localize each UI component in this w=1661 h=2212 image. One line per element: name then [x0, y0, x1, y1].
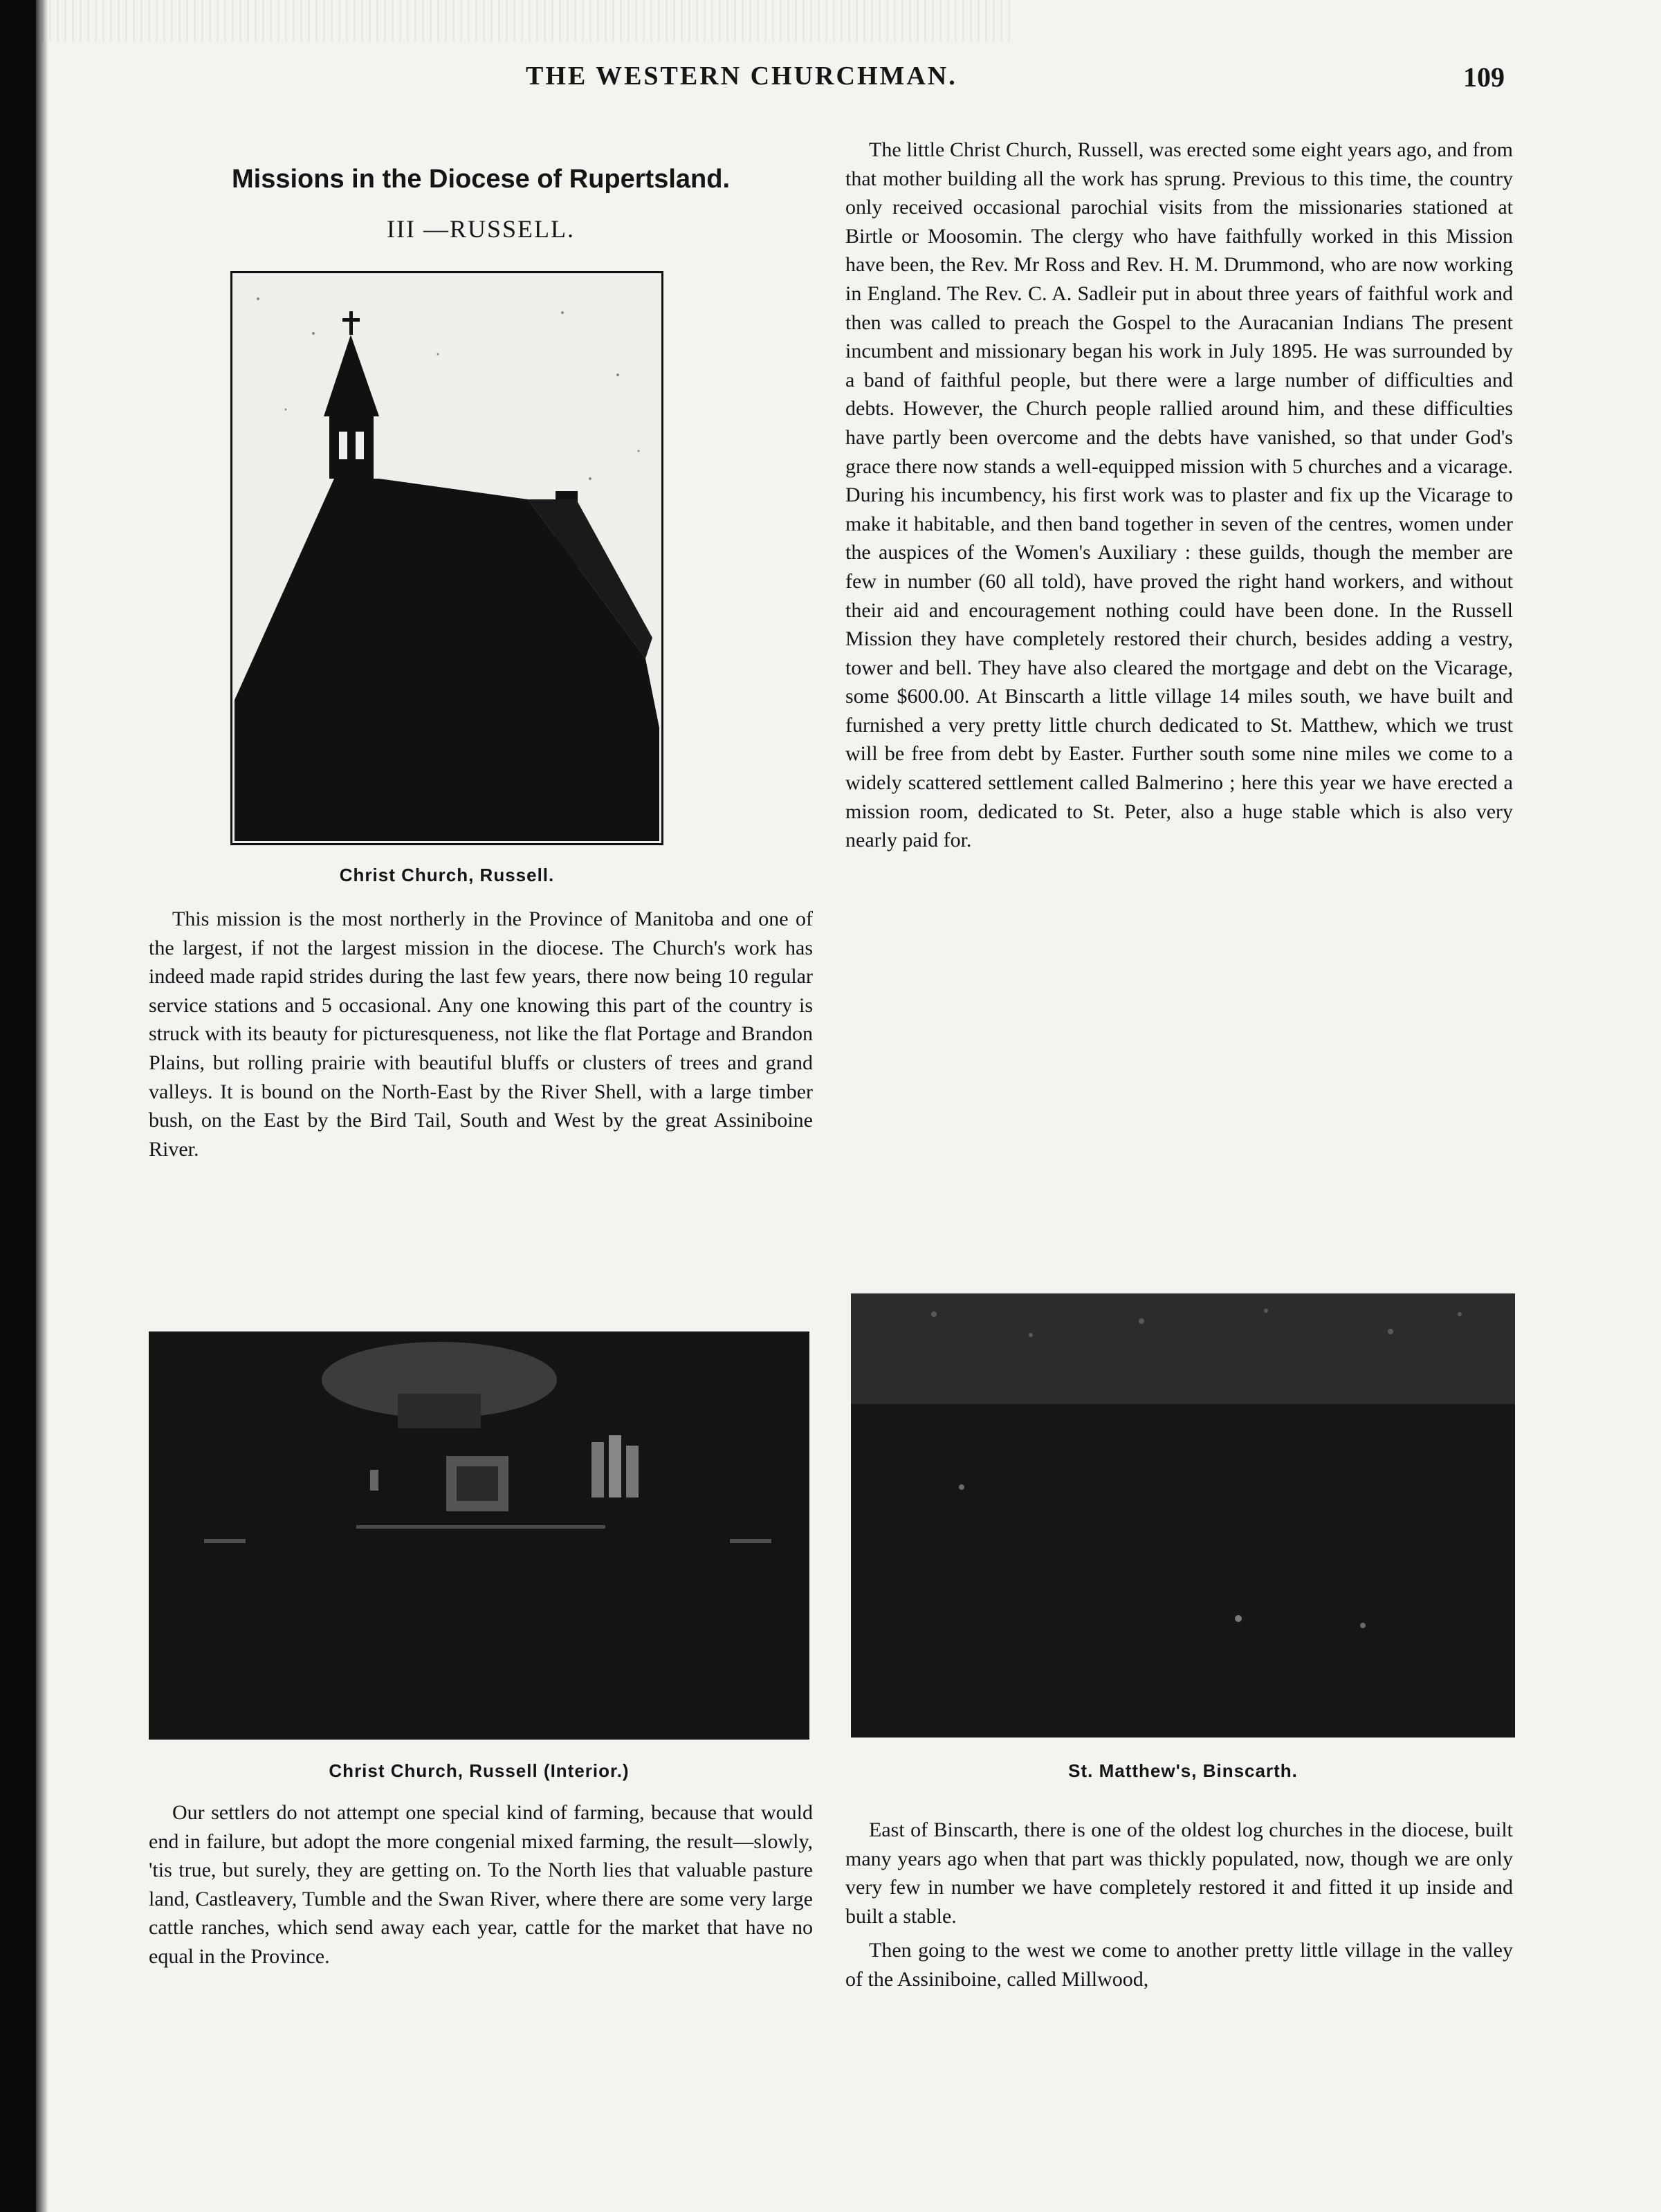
- right-column-history: [845, 136, 1513, 855]
- page-number: 109: [1463, 62, 1505, 93]
- scan-noise: [42, 0, 1010, 42]
- left-column-intro: [149, 905, 813, 1163]
- church-interior-caption: Christ Church, Russell (Interior.): [329, 1760, 630, 1781]
- church-exterior-caption: Christ Church, Russell.: [339, 865, 555, 885]
- paragraph: This mission is the most northerly in the Province of Manitoba and one of the largest, if not the largest mission in the diocese. The Church's work has indeed made rapid strides during the last few years, there now being 10 regular service stations and 5 occasional. Any one knowing this part of the country is struck with its beauty for picturesqueness, not like the flat Portage and Brandon Plains, but rolling prairie with beautiful bluffs or clusters of trees and grand valleys. It is bound on the North-East by the River Shell, with a large timber bush, on the East by the Bird Tail, South and West by the great Assiniboine River.: [149, 907, 813, 1161]
- paragraph: Then going to the west we come to another pretty little village in the valley of the Assiniboine, called Millwood,: [845, 1939, 1513, 1991]
- church-interior-photo: [149, 1331, 809, 1740]
- church-silhouette: [230, 271, 663, 845]
- church-interior-image: [149, 1331, 809, 1740]
- page-spine: [0, 0, 36, 2212]
- paragraph: Our settlers do not attempt one special kind of farming, because that would end in failure, but adopt the more congenial mixed farming, the result—slowly, 'tis true, but surely, they are getting on. To the North lies that valuable pasture land, Castleavery, Tumble and the Swan River, where there are some very large cattle ranches, which send away each year, cattle for the market that have no equal in the Province.: [149, 1801, 813, 1968]
- running-title: THE WESTERN CHURCHMAN.: [526, 62, 957, 91]
- church-exterior-photo: [230, 271, 663, 845]
- paragraph: The little Christ Church, Russell, was erected some eight years ago, and from that mother building all the work has sprung. Previous to this time, the country only received occasional parochial visits from the missionaries stationed at Birtle or Moosomin. The clergy who have faithfully worked in this Mission have been, the Rev. Mr Ross and Rev. H. M. Drummond, who are now working in England. The Rev. C. A. Sadleir put in about three years of faithful work and then was called to preach the Gospel to the Auracanian Indians The present incumbent and missionary began his work in July 1895. He was surrounded by a band of faithful people, but there were a large number of difficulties and debts. However, the Church people rallied around him, and these difficulties have partly been overcome and the debts have vanished, so that under God's grace there now stands a well-equipped mission with 5 churches and a vicarage. During his incumbency, his first work was to plaster and fix up the Vicarage to make it habitable, and then band together in seven of the centres, women under the auspices of the Women's Auxiliary : these guilds, though the member are few in number (60 all told), have proved the right hand workers, and without their aid and encouragement nothing could have been done. In the Russell Mission they have completely restored their church, besides adding a vestry, tower and bell. They have also cleared the mortgage and debt on the Vicarage, some $600.00. At Binscarth a little village 14 miles south, we have built and furnished a very pretty little church dedicated to St. Matthew, which we trust will be free from debt by Easter. Further south some nine miles we come to a widely scattered settlement called Balmerino ; here this year we have erected a mission room, dedicated to St. Peter, also a huge stable which is also very nearly paid for.: [845, 138, 1513, 852]
- binscarth-photo: [851, 1293, 1515, 1738]
- left-column-farming: [149, 1798, 813, 1971]
- binscarth-caption: St. Matthew's, Binscarth.: [1068, 1760, 1298, 1781]
- right-column-binscarth: [845, 1816, 1513, 1994]
- article-subtitle: III —RUSSELL.: [387, 215, 575, 243]
- binscarth-image: [851, 1293, 1515, 1738]
- spine-shadow: [36, 0, 48, 2212]
- article-title: Missions in the Diocese of Rupertsland.: [231, 165, 730, 194]
- paragraph: East of Binscarth, there is one of the oldest log churches in the diocese, built many years ago when that part was thickly populated, now, though we are only very few in number we have completely restored it and fitted it up inside and built a stable.: [845, 1818, 1513, 1928]
